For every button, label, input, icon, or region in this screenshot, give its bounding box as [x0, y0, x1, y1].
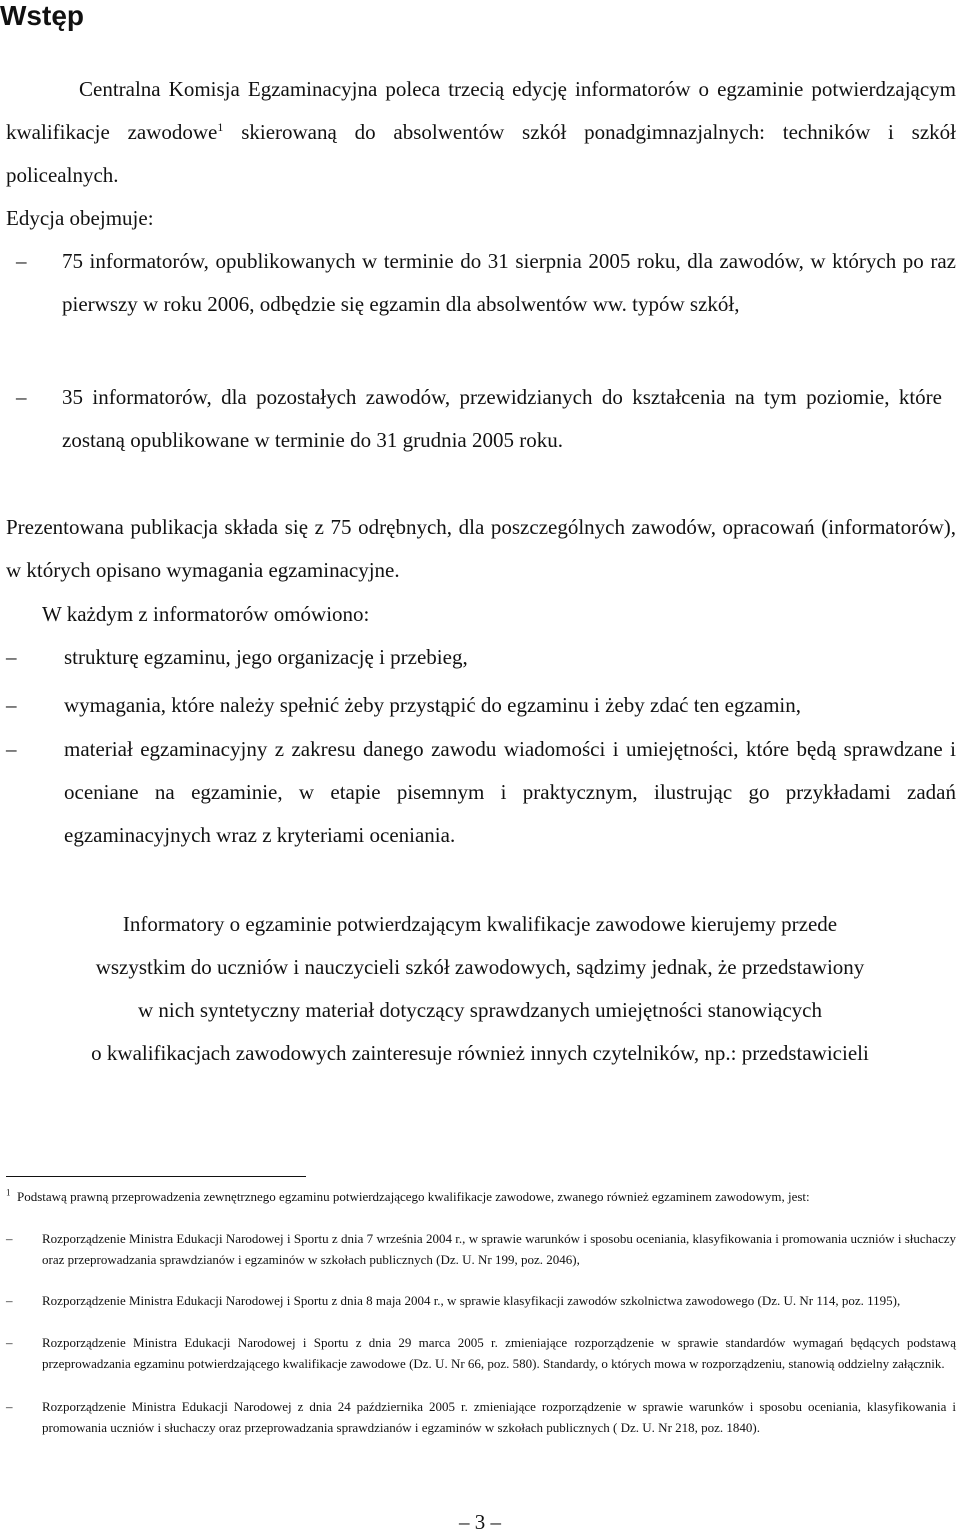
publication-paragraph: Prezentowana publikacja składa się z 75 odrębnych, dla poszczególnych zawodów, opracowań (informatorów), w których opisano wymagania egzaminacyjne.	[6, 515, 956, 582]
footnote-item	[6, 1290, 956, 1332]
footnote-item-text: Rozporządzenie Ministra Edukacji Narodowej i Sportu z dnia 7 września 2004 r., w sprawie warunków i sposobu oceniania, klasyfikowania i promowania uczniów i słuchaczy oraz przeprowadzania sprawdzianów i egzaminów w szkołach publicznych (Dz. U. Nr 199, poz. 2046),	[42, 1231, 956, 1267]
footnote-number: 1	[6, 1187, 11, 1198]
page-number	[0, 1510, 960, 1534]
closing-line: Informatory o egzaminie potwierdzającym kwalifikacje zawodowe kierujemy przede	[122, 912, 838, 936]
footnote-item	[6, 1228, 956, 1290]
dash-bullet-icon: –	[6, 1293, 13, 1308]
dash-bullet-icon: –	[6, 1399, 13, 1414]
edition-item	[16, 240, 960, 370]
closing-paragraph	[0, 903, 960, 1075]
footnote-item-text: Rozporządzenie Ministra Edukacji Narodowej z dnia 24 października 2005 r. zmieniające rozporządzenie w sprawie warunków i sposobu oceniania, klasyfikowania i promowania uczniów i słuchaczy oraz przeprowadzania sprawdzianów i egzaminów w szkołach publicznych ( Dz. U. Nr 218, poz. 1840).	[42, 1399, 956, 1435]
dash-bullet-icon: –	[16, 385, 27, 409]
dash-icon: –	[490, 1510, 501, 1534]
edition-item-text: 75 informatorów, opublikowanych w terminie do 31 sierpnia 2005 roku, dla zawodów, w których po raz pierwszy w roku 2006, odbędzie się egzamin dla absolwentów ww. typów szkół,	[62, 249, 956, 316]
footnote-item-text: Rozporządzenie Ministra Edukacji Narodowej i Sportu z dnia 8 maja 2004 r., w sprawie klasyfikacji zawodów szkolnictwa zawodowego (Dz. U. Nr 114, poz. 1195),	[42, 1293, 901, 1308]
dash-bullet-icon: –	[16, 249, 27, 273]
publication-item-text: strukturę egzaminu, jego organizację i przebieg,	[64, 645, 468, 669]
closing-line: w nich syntetyczny materiał dotyczący sprawdzanych umiejętności stanowiących	[138, 998, 822, 1022]
dash-icon: –	[459, 1510, 470, 1534]
footnote-item	[6, 1396, 956, 1460]
intro-text-part2: skierowaną do absolwentów szkół ponadgimnazjalnych: techników i szkół policealnych.	[6, 120, 957, 187]
edition-lead: Edycja obejmuje:	[6, 206, 154, 230]
dash-bullet-icon: –	[6, 1335, 13, 1350]
publication-lead: W każdym z informatorów omówiono:	[42, 602, 370, 626]
page-number-value: 3	[474, 1510, 486, 1534]
intro-text-part1: Centralna Komisja Egzaminacyjna poleca trzecią edycję informatorów o egzaminie potwierdzającym kwalifikacje zawodowe	[6, 77, 956, 144]
publication-item-text: materiał egzaminacyjny z zakresu danego zawodu wiadomości i umiejętności, które będą sprawdzane i oceniane na egzaminie, w etapie pisemnym i praktycznym, ilustrując go przykładami zadań egzaminacyjnych wraz z kryteriami oceniania.	[64, 737, 956, 847]
closing-line: wszystkim do uczniów i nauczycieli szkół zawodowych, sądzimy jednak, że przedstawiony	[95, 955, 865, 979]
footnote-lead-text: Podstawą prawną przeprowadzenia zewnętrznego egzaminu potwierdzającego kwalifikacje zawodowe, zwanego również egzaminem zawodowym, jest:	[17, 1189, 810, 1204]
intro-paragraph	[6, 68, 956, 197]
closing-line: o kwalifikacjach zawodowych zainteresuje również innych czytelników, np.: przedstawicieli	[91, 1041, 869, 1065]
publication-item	[6, 728, 956, 858]
dash-bullet-icon: –	[6, 1231, 13, 1246]
dash-bullet-icon: –	[6, 737, 17, 761]
footnote-lead	[6, 1186, 956, 1207]
publication-item	[6, 636, 956, 679]
publication-item-text: wymagania, które należy spełnić żeby przystąpić do egzaminu i żeby zdać ten egzamin,	[64, 693, 802, 717]
footnote-separator	[6, 1176, 306, 1177]
page-title: Wstęp	[0, 0, 84, 31]
dash-bullet-icon: –	[6, 693, 17, 717]
footnote-item	[6, 1332, 956, 1396]
dash-bullet-icon: –	[6, 645, 17, 669]
publication-item	[6, 684, 956, 727]
edition-item-text: 35 informatorów, dla pozostałych zawodów, przewidzianych do kształcenia na tym poziomie, które zostaną opublikowane w terminie do 31 grudnia 2005 roku.	[62, 385, 942, 452]
edition-item	[16, 376, 960, 462]
footnote-item-text: Rozporządzenie Ministra Edukacji Narodowej i Sportu z dnia 29 marca 2005 r. zmieniające rozporządzenie w sprawie standardów wymagań będących podstawą przeprowadzania egzaminu potwierdzającego kwalifikacje zawodowe (Dz. U. Nr 66, poz. 580). Standardy, o których mowa w rozporządzeniu, stanowią oddzielny załącznik.	[42, 1335, 956, 1371]
footnote-reference[interactable]: 1	[217, 120, 224, 134]
